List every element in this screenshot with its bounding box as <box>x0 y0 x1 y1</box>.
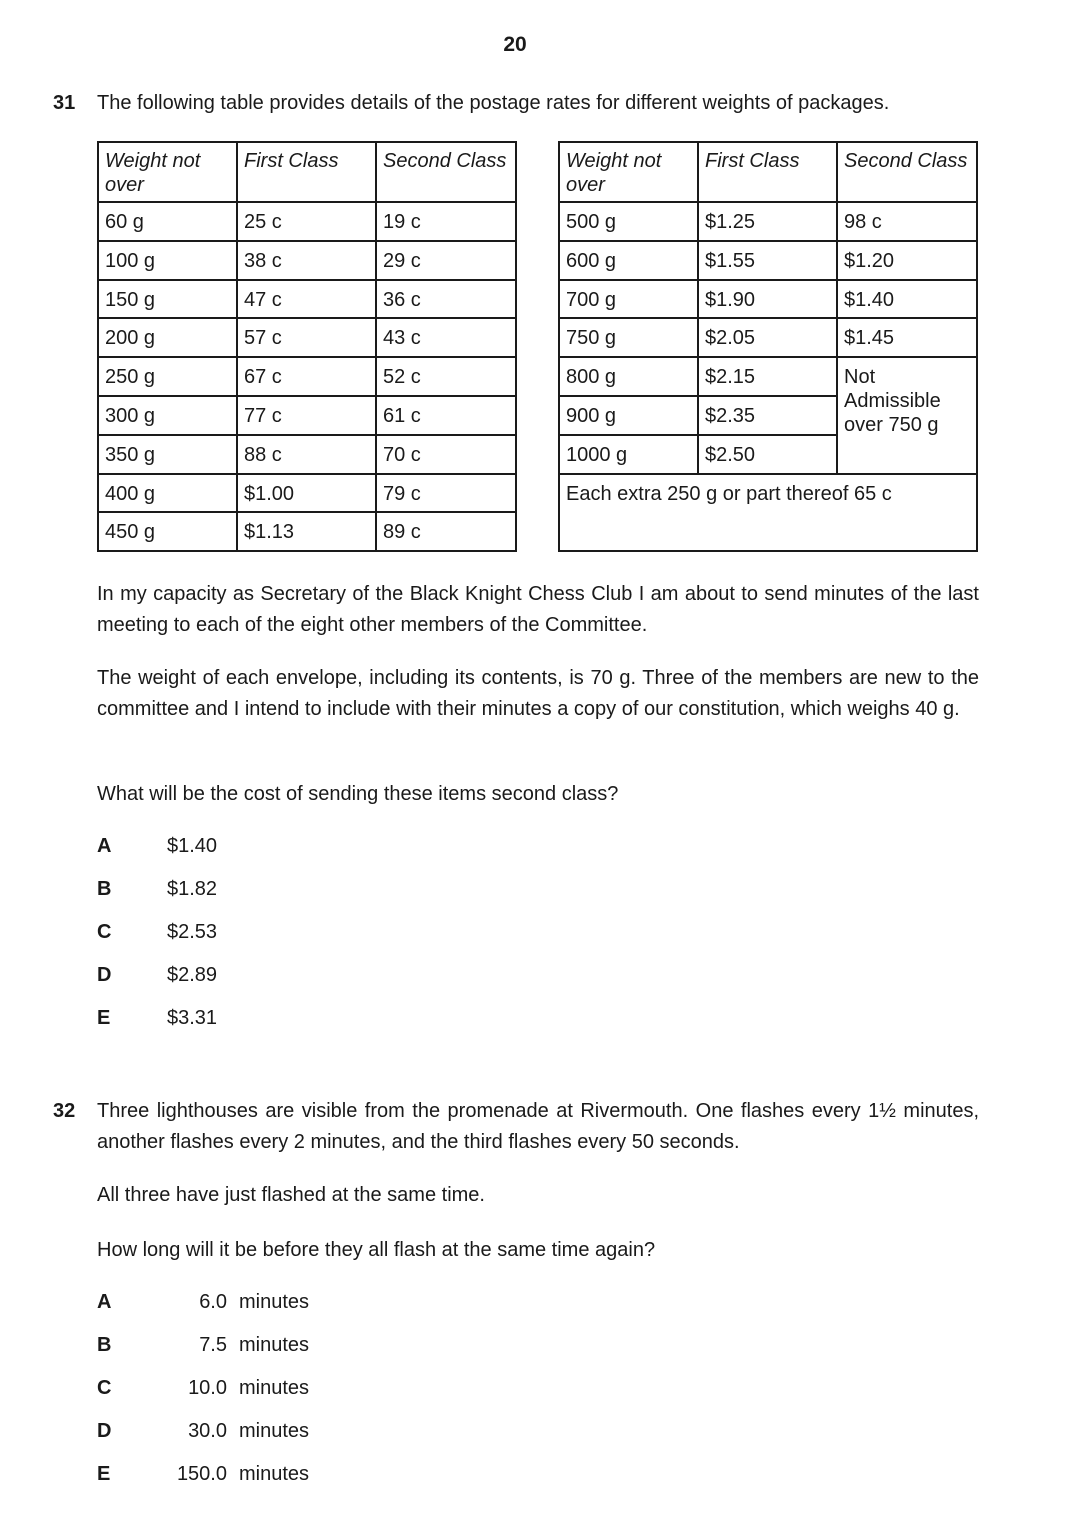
question-31-paragraph-1: In my capacity as Secretary of the Black Knight Chess Club I am about to send minutes of the last meeting to each of the eight other members of the Committee. <box>97 583 979 636</box>
option-letter: D <box>97 1420 112 1442</box>
option-c <box>97 1377 497 1407</box>
option-unit: minutes <box>239 1463 310 1485</box>
table-row <box>559 241 977 280</box>
first-class-cell: $1.13 <box>237 512 376 551</box>
second-class-cell: $1.20 <box>837 241 977 280</box>
question-32-prompt: How long will it be before they all flash at the same time again? <box>97 1239 656 1261</box>
first-class-cell: 25 c <box>237 202 376 241</box>
header-first-class: First Class <box>698 142 837 202</box>
option-value: $1.40 <box>167 835 218 857</box>
header-first-class: First Class <box>237 142 376 202</box>
question-31-prompt: What will be the cost of sending these items second class? <box>97 783 619 805</box>
option-letter: C <box>97 921 112 943</box>
weight-cell: 350 g <box>98 435 237 474</box>
table-row <box>559 357 977 396</box>
first-class-cell: 77 c <box>237 396 376 435</box>
question-31-paragraph-2: The weight of each envelope, including its contents, is 70 g. Three of the members are new to the committee and I intend to include with their minutes a copy of our constitution, which weighs 40 g. <box>97 667 979 720</box>
first-class-cell: 47 c <box>237 280 376 319</box>
table-row <box>559 318 977 357</box>
option-value: 7.5 <box>199 1334 227 1356</box>
weight-cell: 600 g <box>559 241 698 280</box>
option-c <box>97 921 497 951</box>
option-letter: A <box>97 835 112 857</box>
weight-cell: 900 g <box>559 396 698 435</box>
table-row <box>98 512 516 551</box>
table-row <box>559 202 977 241</box>
option-letter: B <box>97 878 112 900</box>
first-class-cell: $2.15 <box>698 357 837 396</box>
option-a <box>97 1291 497 1321</box>
option-value: $3.31 <box>167 1007 218 1029</box>
option-letter: D <box>97 964 112 986</box>
option-b <box>97 878 497 908</box>
weight-cell: 700 g <box>559 280 698 319</box>
weight-cell: 400 g <box>98 474 237 513</box>
second-class-cell: 89 c <box>376 512 516 551</box>
option-letter: C <box>97 1377 112 1399</box>
second-class-cell: 52 c <box>376 357 516 396</box>
not-admissible-cell: Not Admissible over 750 g <box>837 357 977 473</box>
weight-cell: 500 g <box>559 202 698 241</box>
table-row <box>98 280 516 319</box>
page-number: 20 <box>503 33 527 56</box>
table-row <box>98 435 516 474</box>
first-class-cell: 88 c <box>237 435 376 474</box>
second-class-cell: 61 c <box>376 396 516 435</box>
option-value: 10.0 <box>188 1377 227 1399</box>
second-class-cell: 36 c <box>376 280 516 319</box>
second-class-cell: 79 c <box>376 474 516 513</box>
first-class-cell: $2.35 <box>698 396 837 435</box>
second-class-cell: 43 c <box>376 318 516 357</box>
weight-cell: 800 g <box>559 357 698 396</box>
option-letter: E <box>97 1007 111 1029</box>
option-letter: B <box>97 1334 112 1356</box>
option-e <box>97 1007 497 1037</box>
header-weight: Weight not over <box>559 142 698 202</box>
option-value: 30.0 <box>188 1420 227 1442</box>
option-value: 6.0 <box>199 1291 227 1313</box>
option-value: 150.0 <box>176 1463 227 1485</box>
weight-cell: 150 g <box>98 280 237 319</box>
weight-cell: 250 g <box>98 357 237 396</box>
option-value: $2.53 <box>167 921 218 943</box>
weight-cell: 750 g <box>559 318 698 357</box>
first-class-cell: 38 c <box>237 241 376 280</box>
weight-cell: 100 g <box>98 241 237 280</box>
postage-table-right <box>558 141 978 552</box>
table-header-row <box>559 142 977 202</box>
first-class-cell: $2.05 <box>698 318 837 357</box>
option-d <box>97 1420 497 1450</box>
option-d <box>97 964 497 994</box>
weight-cell: 1000 g <box>559 435 698 474</box>
weight-cell: 60 g <box>98 202 237 241</box>
first-class-cell: $2.50 <box>698 435 837 474</box>
table-header-row <box>98 142 516 202</box>
option-b <box>97 1334 497 1364</box>
postage-table-left <box>97 141 517 552</box>
weight-cell: 200 g <box>98 318 237 357</box>
first-class-cell: 67 c <box>237 357 376 396</box>
question-32-paragraph-1: Three lighthouses are visible from the promenade at Rivermouth. One flashes every 1½ minutes, another flashes every 2 minutes, and the third flashes every 50 seconds. <box>97 1100 979 1153</box>
question-31-number: 31 <box>53 92 76 114</box>
first-class-cell: 57 c <box>237 318 376 357</box>
second-class-cell: 19 c <box>376 202 516 241</box>
table-row <box>98 474 516 513</box>
weight-cell: 300 g <box>98 396 237 435</box>
option-unit: minutes <box>239 1420 310 1442</box>
question-31-intro: The following table provides details of the postage rates for different weights of packages. <box>97 92 890 114</box>
option-letter: A <box>97 1291 112 1313</box>
first-class-cell: $1.25 <box>698 202 837 241</box>
second-class-cell: 98 c <box>837 202 977 241</box>
extra-weight-cell: Each extra 250 g or part thereof 65 c <box>559 474 977 552</box>
first-class-cell: $1.00 <box>237 474 376 513</box>
header-weight: Weight not over <box>98 142 237 202</box>
table-row <box>98 396 516 435</box>
second-class-cell: 29 c <box>376 241 516 280</box>
question-32-number: 32 <box>53 1100 76 1122</box>
question-32-paragraph-2: All three have just flashed at the same time. <box>97 1184 485 1206</box>
table-row <box>98 241 516 280</box>
option-letter: E <box>97 1463 111 1485</box>
option-unit: minutes <box>239 1291 310 1313</box>
header-second-class: Second Class <box>376 142 516 202</box>
table-row <box>98 318 516 357</box>
second-class-cell: 70 c <box>376 435 516 474</box>
option-value: $2.89 <box>167 964 218 986</box>
second-class-cell: $1.45 <box>837 318 977 357</box>
option-unit: minutes <box>239 1334 310 1356</box>
weight-cell: 450 g <box>98 512 237 551</box>
second-class-cell: $1.40 <box>837 280 977 319</box>
first-class-cell: $1.90 <box>698 280 837 319</box>
option-value: $1.82 <box>167 878 218 900</box>
first-class-cell: $1.55 <box>698 241 837 280</box>
table-row <box>98 202 516 241</box>
option-e <box>97 1463 497 1493</box>
table-row <box>559 280 977 319</box>
table-row <box>98 357 516 396</box>
option-a <box>97 835 497 865</box>
option-unit: minutes <box>239 1377 310 1399</box>
header-second-class: Second Class <box>837 142 977 202</box>
table-row-extra <box>559 474 977 552</box>
